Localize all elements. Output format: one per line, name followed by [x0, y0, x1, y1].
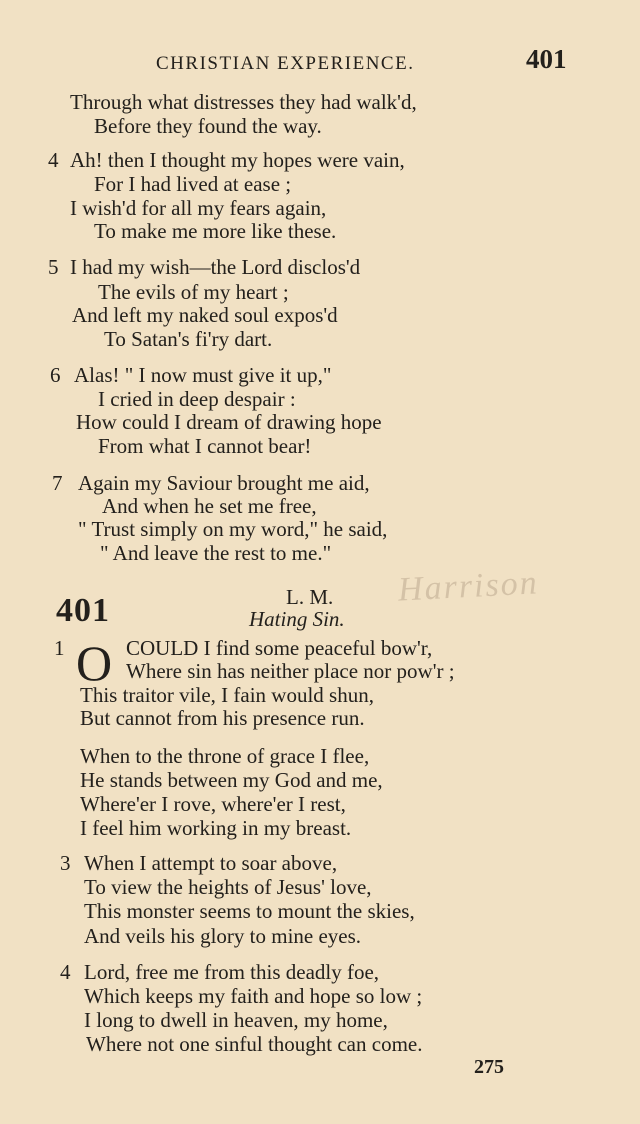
verse-line: COULD I find some peaceful bow'r, [126, 636, 433, 660]
verse-number: 6 [50, 363, 61, 387]
verse-number: 1 [54, 636, 65, 660]
verse-line: I long to dwell in heaven, my home, [84, 1008, 388, 1032]
verse-line: Lord, free me from this deadly foe, [84, 960, 380, 984]
drop-cap: O [76, 635, 113, 691]
verse-number: 7 [52, 471, 63, 495]
verse-line: Where sin has neither place nor pow'r ; [126, 659, 455, 683]
verse-line: This monster seems to mount the skies, [84, 899, 415, 923]
verse-line: Alas! " I now must give it up," [74, 363, 332, 387]
handwritten-note: Harrison [397, 564, 540, 609]
verse-line: This traitor vile, I fain would shun, [80, 683, 374, 707]
verse-line: Which keeps my faith and hope so low ; [84, 984, 423, 1008]
verse-line: The evils of my heart ; [98, 280, 289, 304]
verse-line: When to the throne of grace I flee, [80, 744, 370, 768]
verse-line: How could I dream of drawing hope [76, 410, 382, 434]
verse-number: 4 [60, 960, 71, 984]
verse-line: And veils his glory to mine eyes. [84, 924, 362, 948]
verse-line: To Satan's fi'ry dart. [104, 327, 273, 351]
verse-line: I wish'd for all my fears again, [70, 196, 327, 220]
verse-line: And left my naked soul expos'd [72, 303, 338, 327]
hymn-number: 401 [56, 592, 110, 629]
verse-line: I feel him working in my breast. [80, 816, 352, 840]
verse-line: Through what distresses they had walk'd, [70, 90, 417, 114]
verse-line: Where not one sinful thought can come. [86, 1032, 423, 1056]
verse-line: Again my Saviour brought me aid, [78, 471, 370, 495]
hymn-title: Hating Sin. [249, 607, 345, 631]
verse-line: Before they found the way. [94, 114, 322, 138]
verse-line: He stands between my God and me, [80, 768, 383, 792]
verse-line: From what I cannot bear! [98, 434, 312, 458]
running-header: CHRISTIAN EXPERIENCE. [156, 53, 415, 74]
verse-line: To view the heights of Jesus' love, [84, 875, 372, 899]
verse-line: And when he set me free, [102, 494, 317, 518]
verse-line: I cried in deep despair : [98, 387, 296, 411]
verse-line: To make me more like these. [94, 219, 337, 243]
verse-number: 3 [60, 851, 71, 875]
hymn-meter: L. M. [286, 585, 334, 609]
verse-line: " Trust simply on my word," he said, [78, 517, 388, 541]
verse-line: When I attempt to soar above, [84, 851, 338, 875]
verse-line: For I had lived at ease ; [94, 172, 292, 196]
verse-line: Where'er I rove, where'er I rest, [80, 792, 346, 816]
verse-line: But cannot from his presence run. [80, 706, 365, 730]
verse-line: I had my wish—the Lord disclos'd [70, 255, 361, 279]
verse-number: 5 [48, 255, 59, 279]
verse-line: Ah! then I thought my hopes were vain, [70, 148, 405, 172]
verse-number: 4 [48, 148, 59, 172]
verse-line: " And leave the rest to me." [100, 541, 332, 565]
signature-mark: 275 [474, 1056, 504, 1078]
page-number: 401 [526, 44, 567, 74]
